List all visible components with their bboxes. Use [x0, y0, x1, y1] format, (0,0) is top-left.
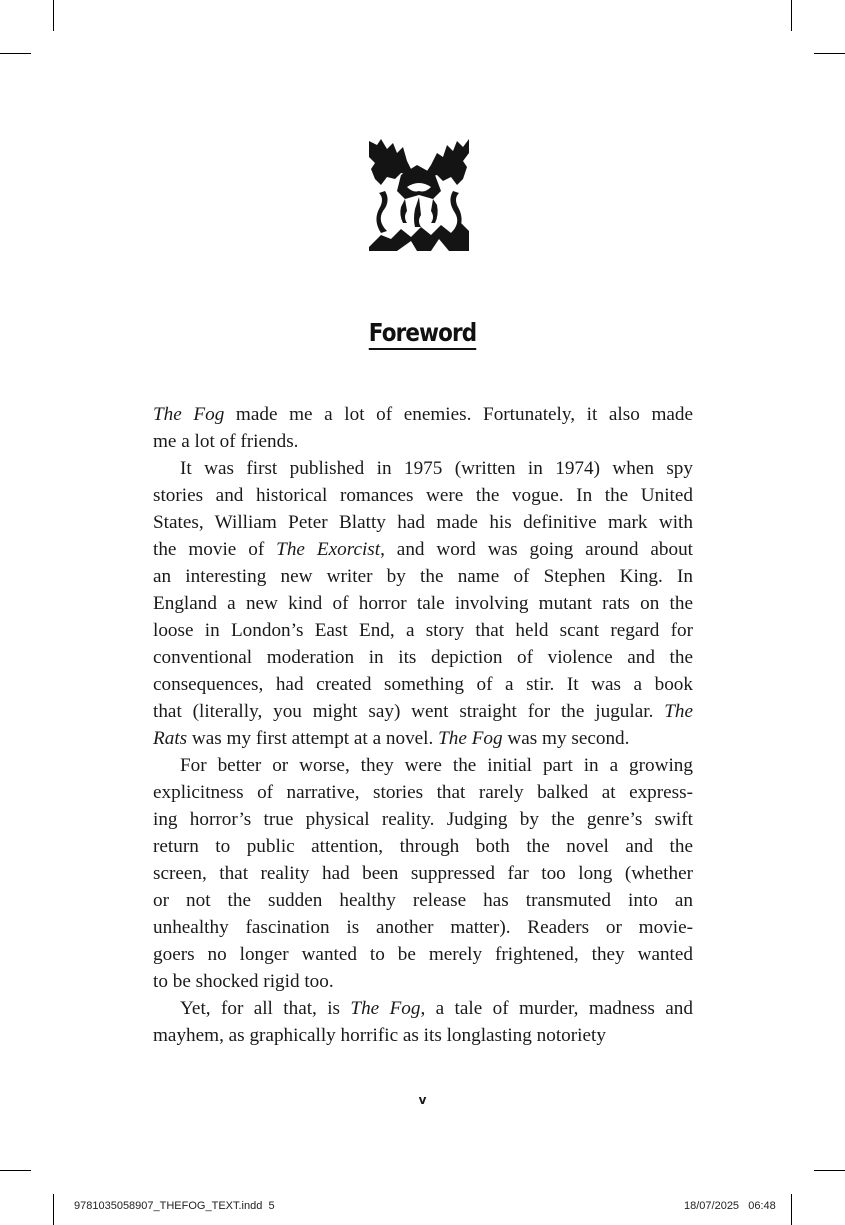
text-run: the movie of: [153, 539, 277, 560]
text-line: to be shocked rigid too.: [153, 971, 334, 992]
crop-mark-bottom-left-h: [0, 1170, 31, 1171]
text-run: Yet, for all that, is: [180, 998, 351, 1019]
text-line: [153, 725, 693, 752]
text-run: , a tale of murder, madness and: [420, 998, 693, 1019]
text-line: or not the sudden healthy release has transmuted into an: [153, 890, 693, 911]
text-line: me a lot of friends.: [153, 431, 299, 452]
italic-title: The: [664, 701, 693, 722]
text-line: explicitness of narrative, stories that rarely balked at express-: [153, 782, 693, 803]
text-run: was my first attempt at a novel.: [187, 728, 439, 749]
text-line: loose in London’s East End, a story that held scant regard for: [153, 620, 693, 641]
text-line: [153, 995, 693, 1022]
text-line: ing horror’s true physical reality. Judging by the genre’s swift: [153, 809, 693, 830]
italic-title: The Fog: [153, 404, 225, 425]
text-line: conventional moderation in its depiction of violence and the: [153, 647, 693, 668]
crop-mark-top-left: [53, 0, 54, 31]
crop-mark-top-right-h: [814, 53, 845, 54]
text-line: unhealthy fascination is another matter). Readers or movie-: [153, 917, 693, 938]
body-text: [153, 401, 693, 1049]
slug-timestamp: [684, 1200, 776, 1212]
text-line: return to public attention, through both the novel and the: [153, 836, 693, 857]
slug-filename: 9781035058907_THEFOG_TEXT.indd: [74, 1200, 263, 1212]
italic-title: The Exorcist: [276, 539, 381, 560]
crop-mark-bottom-left: [53, 1194, 54, 1225]
slug-time: 06:48: [748, 1200, 776, 1212]
slug-page: 5: [268, 1200, 275, 1212]
italic-title: Rats: [153, 728, 188, 749]
text-line: consequences, had created something of a stir. It was a book: [153, 674, 693, 695]
text-line: [153, 401, 693, 428]
crop-mark-bottom-right-h: [814, 1170, 845, 1171]
text-line: screen, that reality had been suppressed far too long (whether: [153, 863, 693, 884]
text-run: , and word was going around about: [380, 539, 694, 560]
crop-mark-bottom-right: [791, 1194, 792, 1225]
slug-date: 18/07/2025: [684, 1200, 740, 1212]
italic-title: The Fog: [438, 728, 503, 749]
text-line: goers no longer wanted to be merely frightened, they wanted: [153, 944, 693, 965]
slug-file: [74, 1200, 275, 1212]
text-line: mayhem, as graphically horrific as its longlasting notoriety: [153, 1025, 606, 1046]
chapter-title: Foreword: [369, 318, 477, 350]
crop-mark-top-left-h: [0, 53, 31, 54]
text-run: that (literally, you might say) went straight for the jugular.: [153, 701, 665, 722]
italic-title: The Fog: [350, 998, 421, 1019]
page-number: v: [418, 1093, 427, 1107]
text-line: States, William Peter Blatty had made his definitive mark with: [153, 512, 693, 533]
crop-mark-top-right: [791, 0, 792, 31]
text-line: It was first published in 1975 (written in 1974) when spy: [180, 458, 693, 479]
text-line: [153, 698, 693, 725]
text-line: [153, 536, 693, 563]
text-run: was my second.: [502, 728, 630, 749]
lightning-skull-emblem-icon: [367, 135, 471, 251]
text-line: an interesting new writer by the name of Stephen King. In: [153, 566, 693, 587]
text-run: made me a lot of enemies. Fortunately, it also made: [224, 404, 693, 425]
chapter-heading: [0, 318, 845, 350]
text-line: For better or worse, they were the initial part in a growing: [180, 755, 693, 776]
text-line: England a new kind of horror tale involving mutant rats on the: [153, 593, 693, 614]
text-line: stories and historical romances were the vogue. In the United: [153, 485, 693, 506]
